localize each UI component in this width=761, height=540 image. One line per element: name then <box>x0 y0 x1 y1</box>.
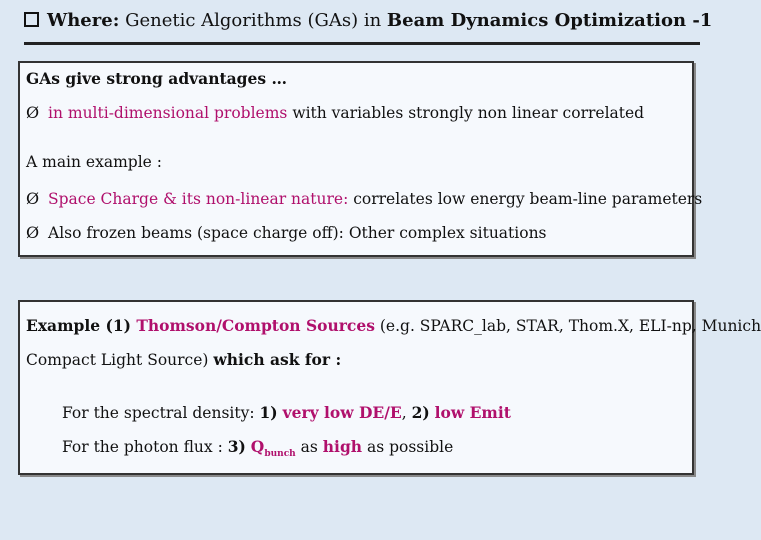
arrow-bullet-icon: Ø <box>26 189 40 208</box>
slide-title <box>24 8 713 34</box>
example-sources: Thomson/Compton Sources <box>136 316 375 335</box>
example-rest: (e.g. SPARC_lab, STAR, Thom.X, ELI-np, Munich <box>374 317 761 335</box>
spectral-value-2: low Emit <box>434 403 511 422</box>
advantages-panel <box>18 61 703 257</box>
flux-high: high <box>322 437 363 456</box>
flux-q: Q <box>250 437 265 456</box>
flux-number-3: 3) <box>227 437 246 456</box>
spectral-comma: , <box>401 404 412 422</box>
bullet3-text: Also frozen beams (space charge off): Other complex situations <box>48 224 547 242</box>
flux-end: as possible <box>362 438 454 456</box>
example-line-2 <box>26 350 341 369</box>
bullet-multi-dimensional <box>26 103 644 122</box>
bullet-space-charge <box>26 189 702 208</box>
bullet-frozen-beams <box>26 223 547 242</box>
title-where-label: Where: <box>47 10 120 31</box>
example-line2-bold: which ask for : <box>213 350 342 369</box>
flux-text: For the photon flux : <box>62 438 228 456</box>
flux-subscript: bunch <box>264 449 296 460</box>
example-line2-plain: Compact Light Source) <box>26 351 214 369</box>
example-panel <box>18 300 761 475</box>
example-line-1 <box>26 316 761 335</box>
checkbox-bullet-icon <box>24 12 39 27</box>
arrow-bullet-icon: Ø <box>26 223 40 242</box>
bullet1-colored-text: in multi-dimensional problems <box>48 104 288 122</box>
bullet2-colored-text: Space Charge & its non-linear nature: <box>48 190 349 208</box>
flux-as: as <box>295 438 323 456</box>
title-bold-text: Beam Dynamics Optimization -1 <box>386 10 713 31</box>
photon-flux-line <box>62 437 453 459</box>
advantages-heading: GAs give strong advantages … <box>26 69 287 88</box>
arrow-bullet-icon: Ø <box>26 103 40 122</box>
spectral-number-1: 1) <box>259 403 278 422</box>
spectral-density-line <box>62 403 511 422</box>
spectral-value-1: very low DE/E <box>282 403 402 422</box>
spectral-text: For the spectral density: <box>62 404 260 422</box>
title-underline <box>24 42 700 45</box>
example-label: Example (1) <box>26 316 137 335</box>
bullet1-rest-text: with variables strongly non linear correlated <box>287 104 645 122</box>
spectral-number-2: 2) <box>411 403 430 422</box>
main-example-heading: A main example : <box>26 153 162 171</box>
bullet2-rest-text: correlates low energy beam-line parameters <box>348 190 703 208</box>
title-middle-text: Genetic Algorithms (GAs) in <box>119 10 387 31</box>
